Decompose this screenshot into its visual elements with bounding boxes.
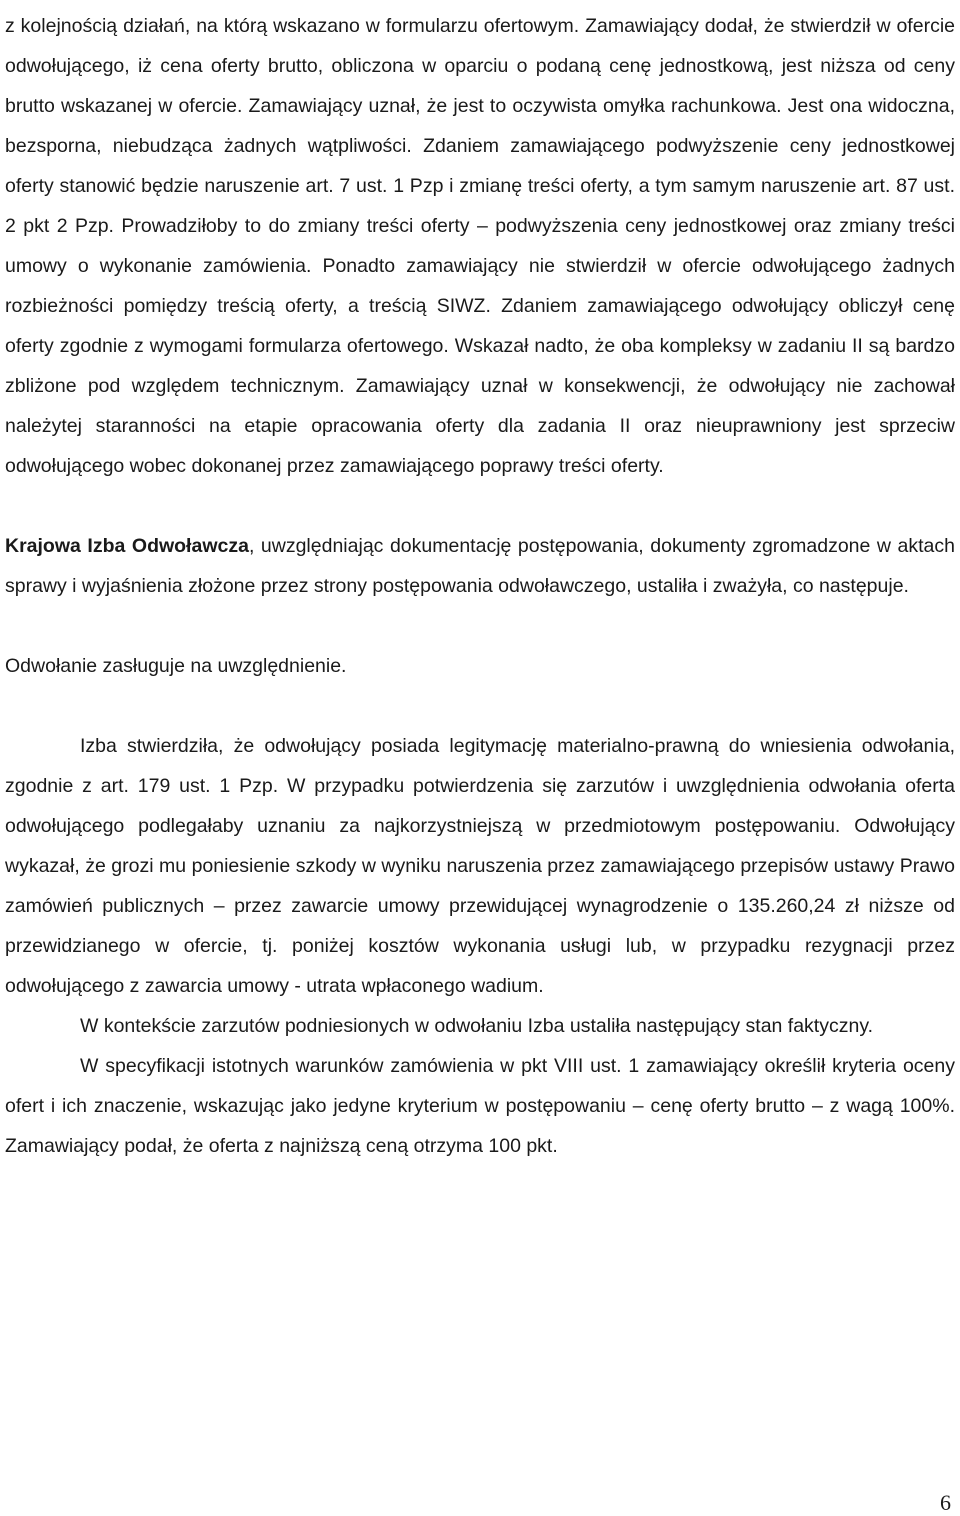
paragraph-ruling: Odwołanie zasługuje na uwzględnienie.: [5, 655, 347, 677]
paragraph-kio-intro: [5, 526, 955, 606]
page-number: 6: [940, 1490, 951, 1515]
kio-name: Krajowa Izba Odwoławcza: [5, 535, 249, 557]
document-page: [5, 0, 955, 1166]
paragraph-siwz-criteria: W specyfikacji istotnych warunków zamówienia w pkt VIII ust. 1 zamawiający określił kryteria oceny ofert i ich znaczenie, wskazując jako jedyne kryterium w postępowaniu – cenę oferty brutto – z wagą 100%. Zamawiający podał, że oferta z najniższą ceną otrzyma 100 pkt.: [5, 1055, 955, 1157]
kio-intro-text: , uwzględniając dokumentację postępowania, dokumenty zgromadzone w aktach sprawy i wyjaśnienia złożone przez strony postępowania odwoławczego, ustaliła i zważyła, co następuje.: [5, 535, 955, 597]
paragraph-legitimacy: Izba stwierdziła, że odwołujący posiada legitymację materialno-prawną do wniesienia odwołania, zgodnie z art. 179 ust. 1 Pzp. W przypadku potwierdzenia się zarzutów i uwzględnienia odwołania oferta odwołującego podlegałaby uznaniu za najkorzystniejszą w przedmiotowym postępowaniu. Odwołujący wykazał, że grozi mu poniesienie szkody w wyniku naruszenia przez zamawiającego przepisów ustawy Prawo zamówień publicznych – przez zawarcie umowy przewidującej wynagrodzenie o 135.260,24 zł niższe od przewidzianego w ofercie, tj. poniżej kosztów wykonania usługi lub, w przypadku rezygnacji przez odwołującego z zawarcia umowy - utrata wpłaconego wadium.: [5, 735, 955, 997]
paragraph-zamawiajacy-position: z kolejnością działań, na którą wskazano w formularzu ofertowym. Zamawiający dodał, że stwierdził w ofercie odwołującego, iż cena oferty brutto, obliczona w oparciu o podaną cenę jednostkową, jest niższa od ceny brutto wskazanej w ofercie. Zamawiający uznał, że jest to oczywista omyłka rachunkowa. Jest ona widoczna, bezsporna, niebudząca żadnych wątpliwości. Zdaniem zamawiającego podwyższenie ceny jednostkowej oferty stanowić będzie naruszenie art. 7 ust. 1 Pzp i zmianę treści oferty, a tym samym naruszenie art. 87 ust. 2 pkt 2 Pzp. Prowadziłoby to do zmiany treści oferty – podwyższenia ceny jednostkowej oraz zmiany treści umowy o wykonanie zamówienia. Ponadto zamawiający nie stwierdził w ofercie odwołującego żadnych rozbieżności pomiędzy treścią oferty, a treścią SIWZ. Zdaniem zamawiającego odwołujący obliczył cenę oferty zgodnie z wymogami formularza ofertowego. Wskazał nadto, że oba kompleksy w zadaniu II są bardzo zbliżone pod względem technicznym. Zamawiający uznał w konsekwencji, że odwołujący nie zachował należytej staranności na etapie opracowania oferty dla zadania II oraz nieuprawniony jest sprzeciw odwołującego wobec dokonanej przez zamawiającego poprawy treści oferty.: [5, 15, 955, 477]
paragraph-facts-intro: W kontekście zarzutów podniesionych w odwołaniu Izba ustaliła następujący stan faktyczny.: [80, 1015, 874, 1037]
